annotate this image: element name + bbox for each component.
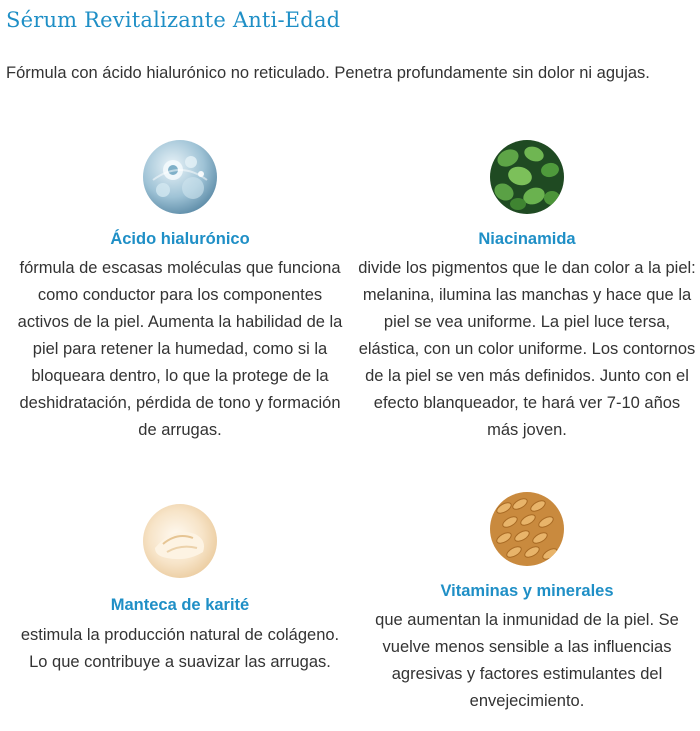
feature-shea-butter <box>10 504 350 676</box>
shea-butter-icon <box>143 504 217 578</box>
page-title: Sérum Revitalizante Anti-Edad <box>6 8 341 32</box>
feature-hyaluronic-acid <box>10 140 350 444</box>
feature-vitamins-minerals <box>357 492 697 715</box>
feature-niacinamide <box>357 140 697 444</box>
wheat-grains-icon <box>490 492 564 566</box>
intro-text: Fórmula con ácido hialurónico no reticulado. Penetra profundamente sin dolor ni agujas. <box>6 64 650 82</box>
feature-title: Niacinamida <box>478 230 576 248</box>
feature-title: Vitaminas y minerales <box>440 582 614 600</box>
feature-title: Manteca de karité <box>110 596 250 614</box>
feature-description: estimula la producción natural de colágeno. Lo que contribuye a suavizar las arrugas. <box>20 626 340 671</box>
feature-title: Ácido hialurónico <box>110 230 250 248</box>
feature-description: divide los pigmentos que le dan color a la piel: melanina, ilumina las manchas y hace que la piel se vea uniforme. La piel luce tersa, elástica, con un color uniforme. Los contornos de la piel se ven más definidos. Junto con el efecto blanqueador, te hará ver 7-10 años más joven. <box>358 259 696 439</box>
feature-description: que aumentan la inmunidad de la piel. Se vuelve menos sensible a las influencias agresivas y factores estimulantes del envejecimiento. <box>375 611 679 710</box>
green-leaves-icon <box>490 140 564 214</box>
water-drop-icon <box>143 140 217 214</box>
feature-description: fórmula de escasas moléculas que funciona como conductor para los componentes activos de la piel. Aumenta la habilidad de la piel para retener la humedad, como si la bloqueara dentro, lo que la protege de la deshidratación, pérdida de tono y formación de arrugas. <box>17 259 343 439</box>
